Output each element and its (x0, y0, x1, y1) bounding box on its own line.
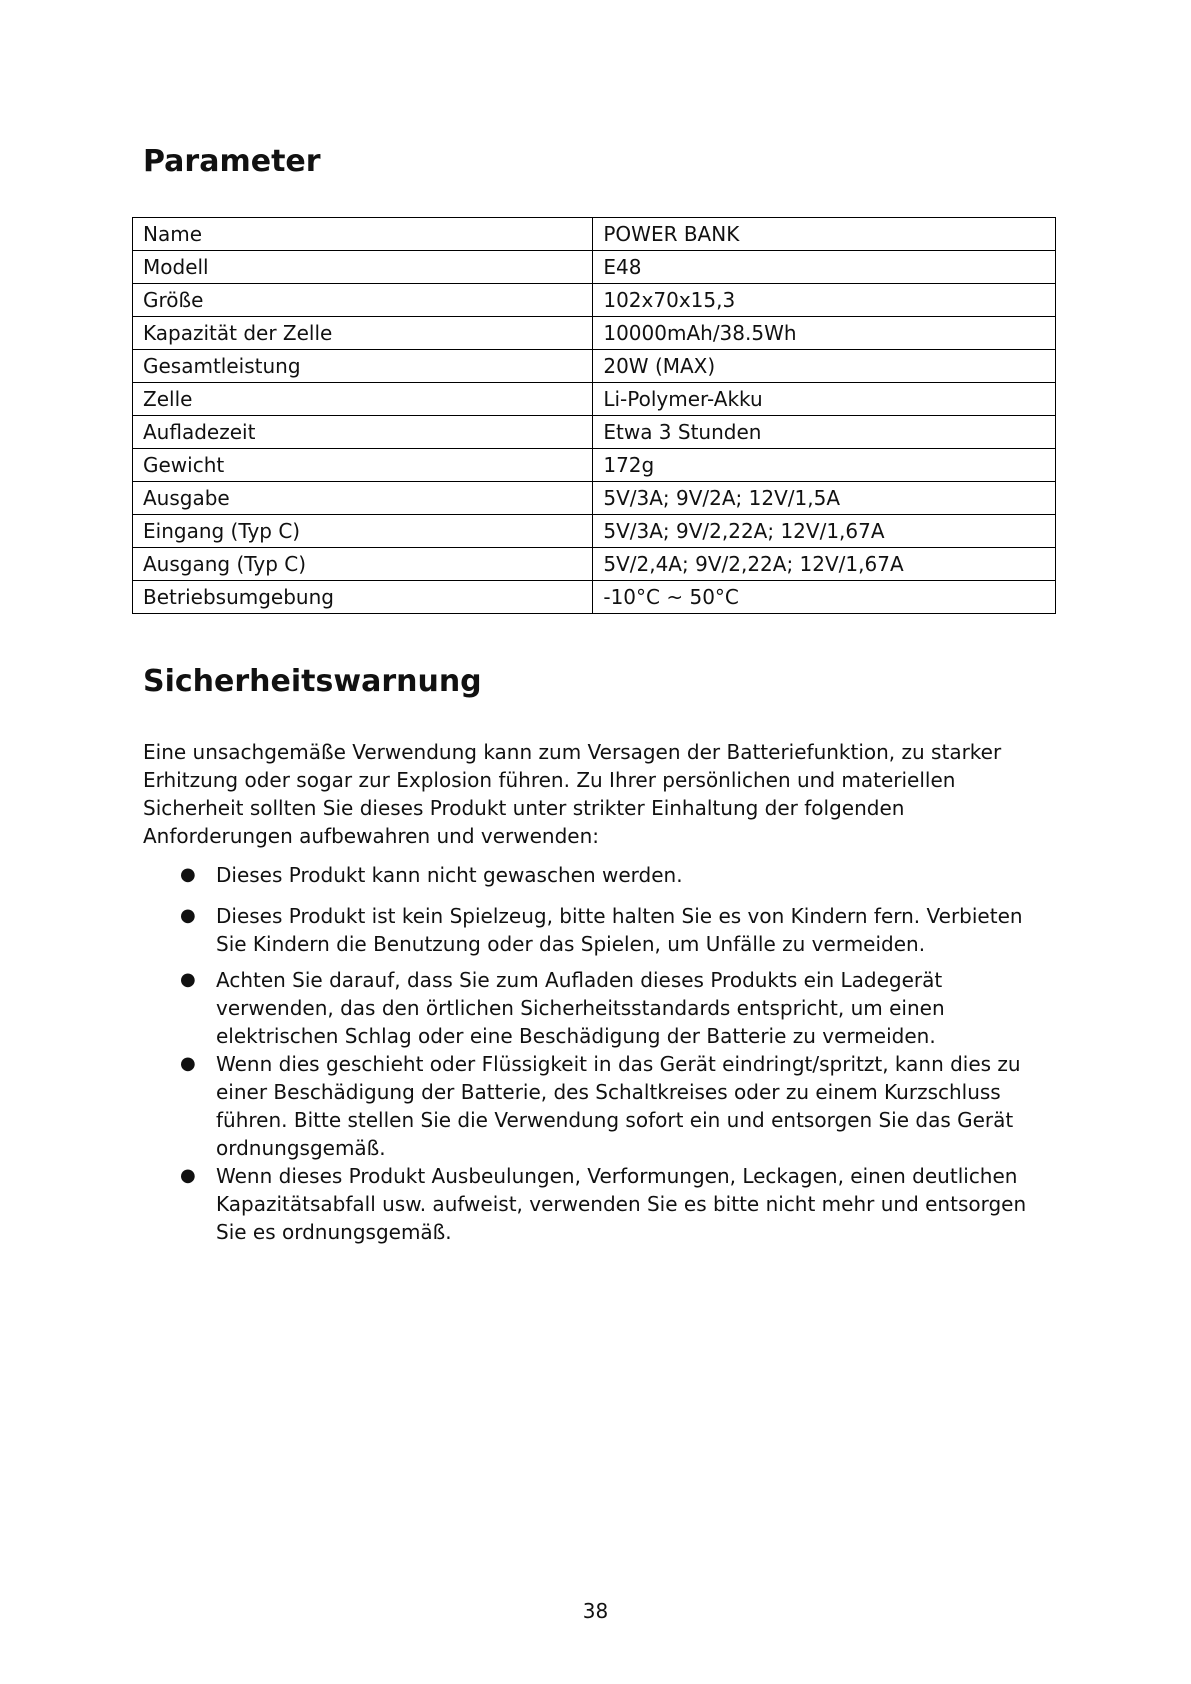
bullet-icon: ● (180, 1053, 196, 1074)
list-item (143, 902, 1043, 958)
list-item-text: Achten Sie darauf, dass Sie zum Aufladen dieses Produkts ein Ladegerät verwenden, das den örtlichen Sicherheitsstandards entspricht, um einen elektrischen Schlag oder eine Beschädigung der Batterie zu vermeiden. (216, 968, 945, 1048)
table-row (133, 416, 1056, 449)
list-item-text: Dieses Produkt kann nicht gewaschen werden. (216, 863, 683, 887)
bullet-icon: ● (180, 1165, 196, 1186)
list-item (143, 861, 1043, 889)
row-label: Gesamtleistung (133, 350, 593, 383)
parameter-heading: Parameter (143, 144, 321, 179)
safety-intro-paragraph: Eine unsachgemäße Verwendung kann zum Versagen der Batteriefunktion, zu starker Erhitzung oder sogar zur Explosion führen. Zu Ihrer persönlichen und materiellen Sicherheit sollten Sie dieses Produkt unter strikter Einhaltung der folgenden Anforderungen aufbewahren und verwenden: (143, 740, 1002, 848)
row-value: E48 (593, 251, 1056, 284)
row-value: Li-Polymer-Akku (593, 383, 1056, 416)
table-row (133, 317, 1056, 350)
table-row (133, 581, 1056, 614)
row-label: Eingang (Typ C) (133, 515, 593, 548)
row-value: 5V/3A; 9V/2A; 12V/1,5A (593, 482, 1056, 515)
row-label: Größe (133, 284, 593, 317)
table-row (133, 218, 1056, 251)
list-item-text: Wenn dieses Produkt Ausbeulungen, Verformungen, Leckagen, einen deutlichen Kapazitätsabfall usw. aufweist, verwenden Sie es bitte nicht mehr und entsorgen Sie es ordnungsgemäß. (216, 1164, 1027, 1244)
table-row (133, 449, 1056, 482)
row-label: Betriebsumgebung (133, 581, 593, 614)
row-value: POWER BANK (593, 218, 1056, 251)
row-label: Kapazität der Zelle (133, 317, 593, 350)
parameter-table (132, 217, 1056, 614)
page-number: 38 (582, 1599, 609, 1623)
row-value: 102x70x15,3 (593, 284, 1056, 317)
table-row (133, 251, 1056, 284)
list-item (143, 1162, 1043, 1246)
bullet-icon: ● (180, 905, 196, 926)
table-row (133, 482, 1056, 515)
row-label: Ausgabe (133, 482, 593, 515)
list-item-text: Wenn dies geschieht oder Flüssigkeit in das Gerät eindringt/spritzt, kann dies zu einer Beschädigung der Batterie, des Schaltkreises oder zu einem Kurzschluss führen. Bitte stellen Sie die Verwendung sofort ein und entsorgen Sie das Gerät ordnungsgemäß. (216, 1052, 1021, 1160)
table-row (133, 515, 1056, 548)
row-value: -10°C ~ 50°C (593, 581, 1056, 614)
list-item (143, 1050, 1043, 1162)
row-value: 5V/3A; 9V/2,22A; 12V/1,67A (593, 515, 1056, 548)
row-value: Etwa 3 Stunden (593, 416, 1056, 449)
bullet-icon: ● (180, 969, 196, 990)
bullet-icon: ● (180, 864, 196, 885)
safety-warning-list (143, 861, 1043, 1246)
row-label: Aufladezeit (133, 416, 593, 449)
row-value: 172g (593, 449, 1056, 482)
row-label: Ausgang (Typ C) (133, 548, 593, 581)
safety-warning-heading: Sicherheitswarnung (143, 664, 482, 699)
row-value: 5V/2,4A; 9V/2,22A; 12V/1,67A (593, 548, 1056, 581)
table-row (133, 548, 1056, 581)
row-value: 20W (MAX) (593, 350, 1056, 383)
list-item (143, 966, 1043, 1050)
list-item-text: Dieses Produkt ist kein Spielzeug, bitte halten Sie es von Kindern fern. Verbieten Sie Kindern die Benutzung oder das Spielen, um Unfälle zu vermeiden. (216, 904, 1023, 956)
row-label: Modell (133, 251, 593, 284)
table-row (133, 383, 1056, 416)
table-row (133, 350, 1056, 383)
row-value: 10000mAh/38.5Wh (593, 317, 1056, 350)
row-label: Name (133, 218, 593, 251)
row-label: Zelle (133, 383, 593, 416)
row-label: Gewicht (133, 449, 593, 482)
table-row (133, 284, 1056, 317)
